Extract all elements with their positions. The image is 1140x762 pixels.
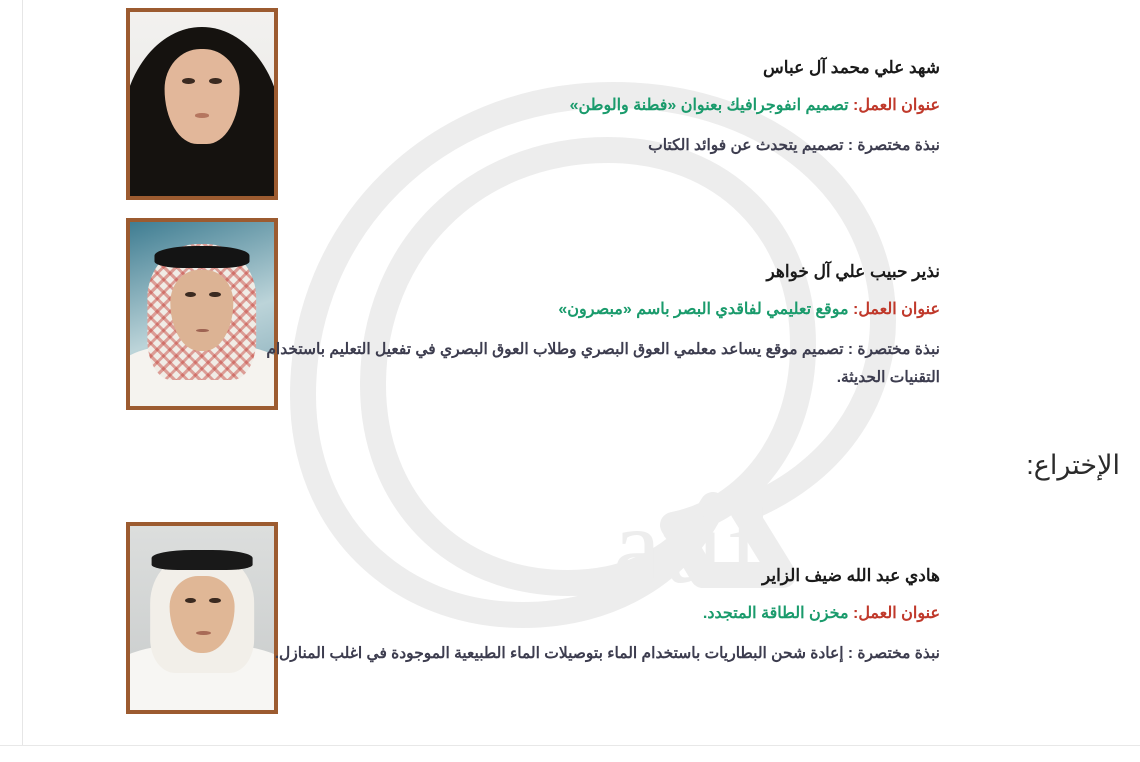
- eye-right-shape: [209, 598, 221, 604]
- work-title: تصميم انفوجرافيك بعنوان «فطنة والوطن»: [569, 96, 849, 114]
- person-name: نذير حبيب علي آل خواهر: [766, 262, 940, 281]
- agal-band-shape: [154, 246, 249, 268]
- person-name: شهد علي محمد آل عباس: [763, 58, 940, 77]
- entry-text-block: [300, 56, 940, 160]
- work-title: مخزن الطاقة المتجدد.: [702, 604, 849, 622]
- portrait-photo: [130, 12, 274, 196]
- entry-text-block: [240, 260, 940, 393]
- document-sheet: [23, 0, 1140, 746]
- face-shape: [165, 49, 240, 145]
- work-line: [300, 94, 940, 118]
- entry-text-block: [240, 564, 940, 668]
- work-summary: نبذة مختصرة : تصميم موقع يساعد معلمي العوق البصري وطلاب العوق البصري في تفعيل التعليم باستخدام التقنيات الحديثة.: [266, 340, 940, 387]
- work-label: عنوان العمل:: [852, 96, 940, 114]
- person-entry: [40, 218, 1120, 418]
- work-label: عنوان العمل:: [852, 300, 940, 318]
- person-entry: [40, 522, 1120, 722]
- work-label: عنوان العمل:: [852, 604, 940, 622]
- watermark-text: atif: [613, 487, 765, 606]
- mouth-shape: [196, 631, 210, 635]
- work-title: موقع تعليمي لفاقدي البصر باسم «مبصرون»: [558, 300, 849, 318]
- agal-band-shape: [152, 550, 253, 570]
- person-name: هادي عبد الله ضيف الزاير: [761, 566, 940, 585]
- portrait-frame: [126, 8, 278, 200]
- mouth-shape: [195, 113, 209, 117]
- work-line: [240, 602, 940, 626]
- page-bottom-margin: [0, 745, 1140, 762]
- page-left-margin: [0, 0, 23, 762]
- work-line: [240, 298, 940, 322]
- section-heading: الإختراع:: [1026, 450, 1120, 480]
- person-entry: [40, 8, 1120, 208]
- work-summary: نبذة مختصرة : تصميم يتحدث عن فوائد الكتاب: [648, 136, 940, 154]
- work-summary: نبذة مختصرة : إعادة شحن البطاريات باستخدام الماء بتوصيلات الماء الطبيعية الموجودة في اغلب المنازل.: [274, 644, 940, 662]
